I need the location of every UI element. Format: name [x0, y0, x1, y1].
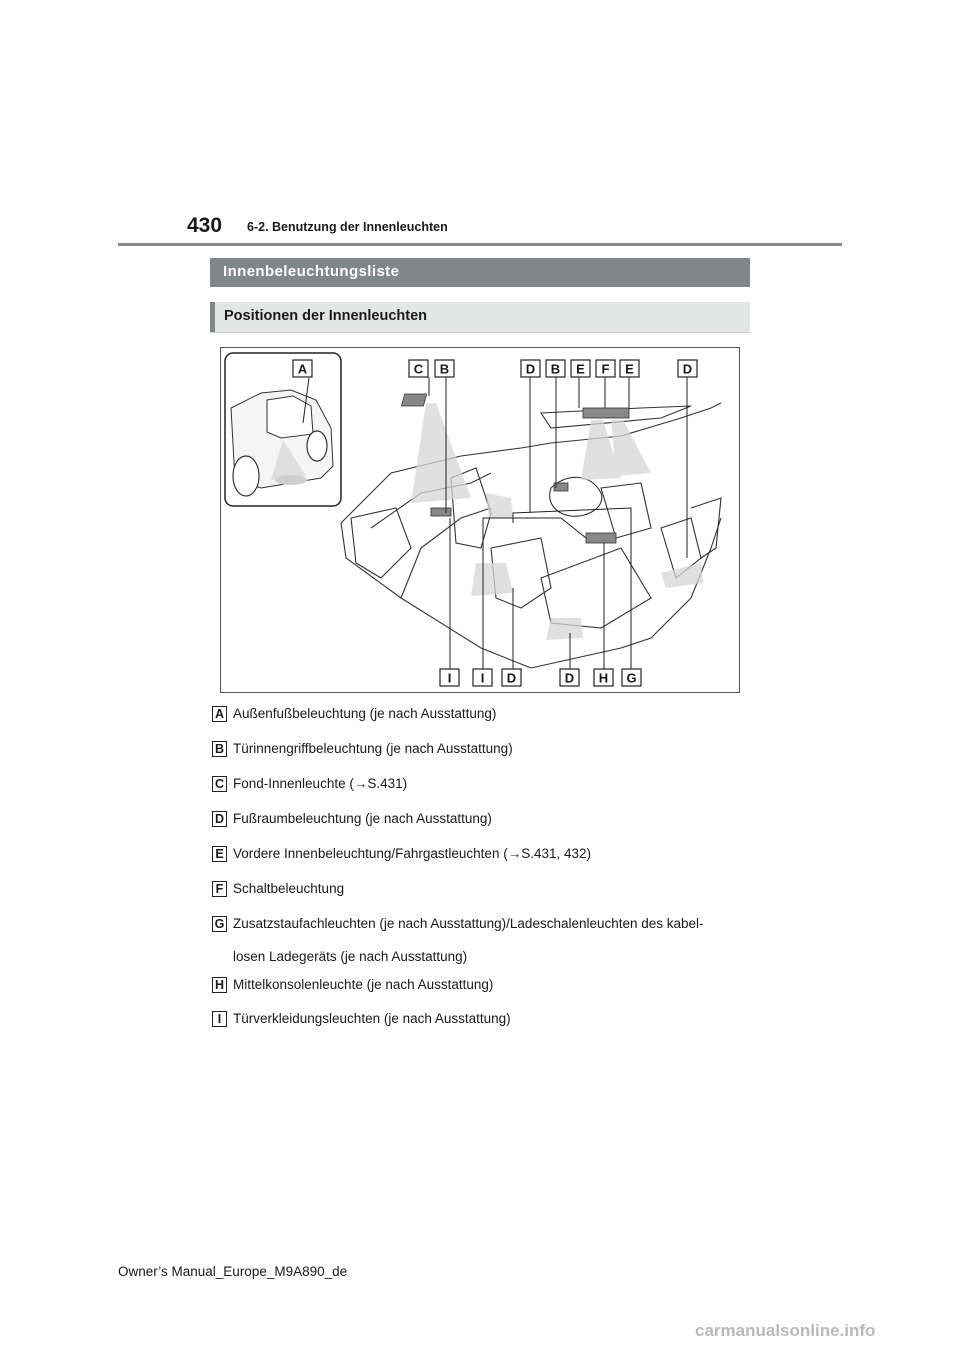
- legend-key: G: [212, 916, 227, 932]
- legend-key: D: [212, 811, 227, 827]
- callout-label: G: [626, 670, 637, 686]
- subsection-title: Positionen der Innenleuchten: [224, 308, 428, 324]
- callout-label: E: [576, 361, 585, 377]
- callouts-top: [293, 360, 697, 377]
- callout-label: I: [447, 670, 452, 686]
- subsection-accent: [210, 302, 215, 332]
- callout-label: D: [525, 361, 536, 377]
- callout-label: D: [682, 361, 693, 377]
- legend-key: B: [212, 741, 227, 757]
- callout-label: D: [506, 670, 517, 686]
- interior-lights-diagram: [220, 347, 740, 693]
- legend-key: F: [212, 881, 227, 897]
- legend-text: Fußraumbeleuchtung (je nach Ausstattung): [233, 811, 492, 826]
- legend-key: C: [212, 776, 227, 792]
- callout-label: F: [601, 361, 610, 377]
- legend-text-continued: losen Ladegeräts (je nach Ausstattung): [233, 949, 468, 964]
- car-interior-body: [341, 403, 721, 668]
- section-title: Innenbeleuchtungsliste: [223, 263, 400, 280]
- callout-label: B: [439, 361, 450, 377]
- callout-label: D: [564, 670, 575, 686]
- subsection-title-bar: [210, 302, 750, 333]
- legend-text: Zusatzstaufachleuchten (je nach Ausstattung)/Ladeschalenleuchten des kabel-: [233, 916, 704, 931]
- legend-text: Außenfußbeleuchtung (je nach Ausstattung): [233, 706, 497, 721]
- legend-key: A: [212, 706, 227, 722]
- watermark[interactable]: carmanualsonline.info: [695, 1321, 876, 1340]
- legend-text: Mittelkonsolenleuchte (je nach Ausstattung): [233, 977, 494, 992]
- legend-text: Vordere Innenbeleuchtung/Fahrgastleuchten (→S.431, 432): [233, 846, 591, 861]
- manual-footer: Owner’s Manual_Europe_M9A890_de: [118, 1264, 348, 1279]
- legend-key: I: [212, 1011, 227, 1027]
- inset-exterior-car: [225, 353, 341, 506]
- callout-label: B: [550, 361, 561, 377]
- legend-key: H: [212, 977, 227, 993]
- section-title-bar: [210, 258, 750, 287]
- chapter-heading: 6-2. Benutzung der Innenleuchten: [247, 220, 448, 234]
- legend-text: Schaltbeleuchtung: [233, 881, 345, 896]
- legend-key: E: [212, 846, 227, 862]
- page-number: 430: [187, 214, 223, 237]
- callout-label: C: [413, 361, 424, 377]
- legend-text: Fond-Innenleuchte (→S.431): [233, 776, 408, 791]
- callouts-bottom: [440, 669, 641, 686]
- callout-label: E: [625, 361, 634, 377]
- legend-text: Türinnengriffbeleuchtung (je nach Ausstattung): [233, 741, 513, 756]
- header-divider: [118, 243, 842, 246]
- legend-text: Türverkleidungsleuchten (je nach Ausstattung): [233, 1011, 511, 1026]
- callout-label: A: [297, 361, 308, 377]
- car-interior-illustration: [221, 348, 741, 694]
- callout-label: I: [480, 670, 485, 686]
- callout-label: H: [598, 670, 609, 686]
